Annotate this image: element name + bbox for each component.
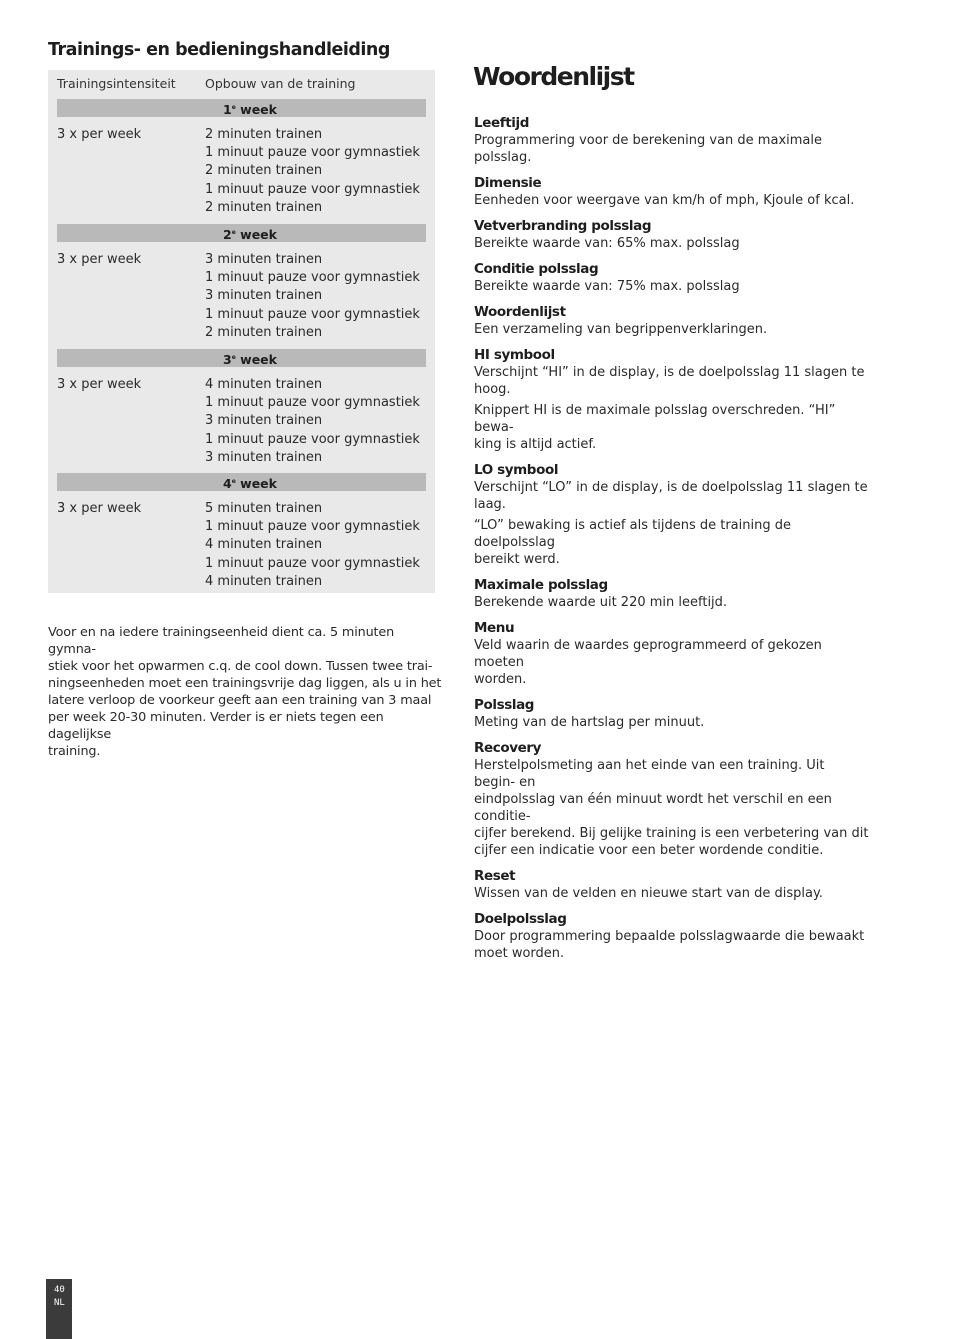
- training-step: 1 minuut pauze voor gymnastiek: [205, 431, 420, 447]
- week-ordinal: e: [231, 478, 236, 485]
- week-frequency: 3 x per week: [57, 377, 142, 392]
- glossary-entry: [474, 304, 869, 338]
- training-step: 1 minuut pauze voor gymnastiek: [205, 395, 420, 411]
- training-step: 2 minuten trainen: [205, 127, 323, 142]
- week-frequency: 3 x per week: [57, 501, 142, 516]
- week-label: [223, 99, 277, 119]
- training-step: 1 minuut pauze voor gymnastiek: [205, 306, 420, 322]
- glossary-definition: [474, 479, 869, 513]
- note-line: Voor en na iedere trainingseenheid dient ca. 5 minuten gymna-: [48, 625, 395, 657]
- training-step: 1 minuut pauze voor gymnastiek: [205, 555, 420, 571]
- glossary-term: Polsslag: [474, 697, 535, 713]
- glossary-term: Reset: [474, 868, 516, 884]
- week-steps: [205, 500, 420, 591]
- training-step: 3 minuten trainen: [205, 252, 323, 267]
- training-step: 3 minuten trainen: [205, 288, 323, 304]
- glossary-entry: [474, 218, 869, 252]
- week-ordinal: e: [231, 104, 236, 111]
- glossary-definition: [474, 928, 869, 962]
- definition-line: king is altijd actief.: [474, 437, 597, 452]
- training-table: [48, 70, 435, 593]
- glossary-list: [474, 115, 869, 971]
- week-bar: [57, 473, 426, 491]
- week-steps: [205, 251, 420, 342]
- week-word: week: [240, 476, 277, 491]
- definition-line: Verschijnt “LO” in de display, is de doelpolsslag 11 slagen te: [474, 480, 868, 495]
- note-line: latere verloop de voorkeur geeft aan een training van 3 maal: [48, 693, 432, 708]
- week-ordinal: e: [231, 354, 236, 361]
- page-tab: [46, 1279, 72, 1339]
- week-frequency: 3 x per week: [57, 252, 142, 267]
- glossary-entry: [474, 911, 869, 962]
- training-step: 5 minuten trainen: [205, 501, 323, 516]
- training-step: 4 minuten trainen: [205, 537, 323, 553]
- glossary-definition: [474, 714, 869, 731]
- definition-line: “LO” bewaking is actief als tijdens de training de doelpolsslag: [474, 518, 791, 550]
- definition-line: Meting van de hartslag per minuut.: [474, 715, 705, 730]
- definition-line: worden.: [474, 672, 527, 687]
- glossary-definition: [474, 594, 869, 611]
- week-label: [223, 224, 277, 244]
- glossary-entry: [474, 620, 869, 688]
- glossary-term: Doelpolsslag: [474, 911, 567, 927]
- glossary-definition: [474, 192, 869, 209]
- glossary-term: Conditie polsslag: [474, 261, 599, 277]
- glossary-entry: [474, 740, 869, 859]
- glossary-term: Maximale polsslag: [474, 577, 608, 593]
- page-number: 40: [54, 1285, 65, 1295]
- glossary-entry: [474, 697, 869, 731]
- definition-line: Wissen van de velden en nieuwe start van de display.: [474, 886, 823, 901]
- glossary-entry: [474, 577, 869, 611]
- week-label: [223, 349, 277, 369]
- glossary-definition: [474, 517, 869, 568]
- week-steps: [205, 126, 420, 217]
- note-line: training.: [48, 744, 101, 759]
- training-step: 2 minuten trainen: [205, 199, 323, 215]
- glossary-term: Leeftijd: [474, 115, 529, 131]
- week-steps: [205, 376, 420, 467]
- definition-line: Door programmering bepaalde polsslagwaarde die bewaakt: [474, 929, 865, 944]
- week-number: 2: [223, 227, 232, 242]
- glossary-entry: [474, 347, 869, 453]
- week-bar: [57, 99, 426, 117]
- definition-line: Bereikte waarde van: 75% max. polsslag: [474, 279, 740, 294]
- week-number: 1: [223, 102, 232, 117]
- glossary-entry: [474, 261, 869, 295]
- glossary-definition: [474, 637, 869, 688]
- training-step: 3 minuten trainen: [205, 449, 323, 465]
- glossary-term: HI symbool: [474, 347, 555, 363]
- glossary-term: Dimensie: [474, 175, 542, 191]
- definition-line: Een verzameling van begrippenverklaringen.: [474, 322, 768, 337]
- training-step: 1 minuut pauze voor gymnastiek: [205, 519, 420, 535]
- glossary-term: Vetverbranding polsslag: [474, 218, 652, 234]
- left-heading: Trainings- en bedieningshandleiding: [48, 40, 390, 60]
- definition-line: Knippert HI is de maximale polsslag overschreden. “HI” bewa-: [474, 403, 836, 435]
- glossary-definition: [474, 235, 869, 252]
- week-ordinal: e: [231, 229, 236, 236]
- definition-line: Bereikte waarde van: 65% max. polsslag: [474, 236, 740, 251]
- week-frequency: 3 x per week: [57, 127, 142, 142]
- glossary-entry: [474, 115, 869, 166]
- glossary-title: Woordenlijst: [473, 62, 634, 91]
- definition-line: Programmering voor de berekening van de maximale polsslag.: [474, 133, 822, 165]
- week-bar: [57, 349, 426, 367]
- definition-line: moet worden.: [474, 946, 565, 961]
- definition-line: hoog.: [474, 382, 511, 397]
- training-step: 2 minuten trainen: [205, 163, 323, 179]
- definition-line: Eenheden voor weergave van km/h of mph, Kjoule of kcal.: [474, 193, 855, 208]
- week-word: week: [240, 227, 277, 242]
- definition-line: Berekende waarde uit 220 min leeftijd.: [474, 595, 728, 610]
- glossary-definition: [474, 321, 869, 338]
- glossary-entry: [474, 462, 869, 568]
- glossary-term: Menu: [474, 620, 515, 636]
- glossary-entry: [474, 175, 869, 209]
- training-step: 4 minuten trainen: [205, 573, 323, 589]
- training-note: [48, 624, 443, 760]
- training-step: 2 minuten trainen: [205, 324, 323, 340]
- training-step: 1 minuut pauze voor gymnastiek: [205, 145, 420, 161]
- glossary-definition: [474, 132, 869, 166]
- note-line: stiek voor het opwarmen c.q. de cool down. Tussen twee trai-: [48, 659, 433, 674]
- definition-line: cijfer berekend. Bij gelijke training is een verbetering van dit: [474, 826, 869, 841]
- note-line: ningseenheden moet een trainingsvrije dag liggen, als u in het: [48, 676, 442, 691]
- definition-line: cijfer een indicatie voor een beter wordende conditie.: [474, 843, 824, 858]
- week-number: 3: [223, 352, 232, 367]
- definition-line: bereikt werd.: [474, 552, 560, 567]
- definition-line: Verschijnt “HI” in de display, is de doelpolsslag 11 slagen te: [474, 365, 865, 380]
- glossary-definition: [474, 364, 869, 398]
- training-step: 1 minuut pauze voor gymnastiek: [205, 181, 420, 197]
- week-number: 4: [223, 476, 232, 491]
- week-bar: [57, 224, 426, 242]
- week-word: week: [240, 352, 277, 367]
- training-step: 1 minuut pauze voor gymnastiek: [205, 270, 420, 286]
- glossary-term: Recovery: [474, 740, 542, 756]
- training-step: 4 minuten trainen: [205, 377, 323, 392]
- glossary-definition: [474, 885, 869, 902]
- week-label: [223, 473, 277, 493]
- glossary-definition: [474, 757, 869, 859]
- note-line: per week 20-30 minuten. Verder is er niets tegen een dagelijkse: [48, 710, 384, 742]
- glossary-term: Woordenlijst: [474, 304, 566, 320]
- glossary-definition: [474, 278, 869, 295]
- definition-line: Herstelpolsmeting aan het einde van een training. Uit begin- en: [474, 758, 825, 790]
- training-step: 3 minuten trainen: [205, 413, 323, 429]
- definition-line: eindpolsslag van één minuut wordt het verschil en een conditie-: [474, 792, 832, 824]
- page-language: NL: [54, 1298, 65, 1308]
- glossary-entry: [474, 868, 869, 902]
- glossary-term: LO symbool: [474, 462, 559, 478]
- week-word: week: [240, 102, 277, 117]
- glossary-definition: [474, 402, 869, 453]
- definition-line: laag.: [474, 497, 506, 512]
- col-header-intensity: Trainingsintensiteit: [57, 76, 176, 91]
- definition-line: Veld waarin de waardes geprogrammeerd of gekozen moeten: [474, 638, 822, 670]
- col-header-structure: Opbouw van de training: [205, 76, 356, 91]
